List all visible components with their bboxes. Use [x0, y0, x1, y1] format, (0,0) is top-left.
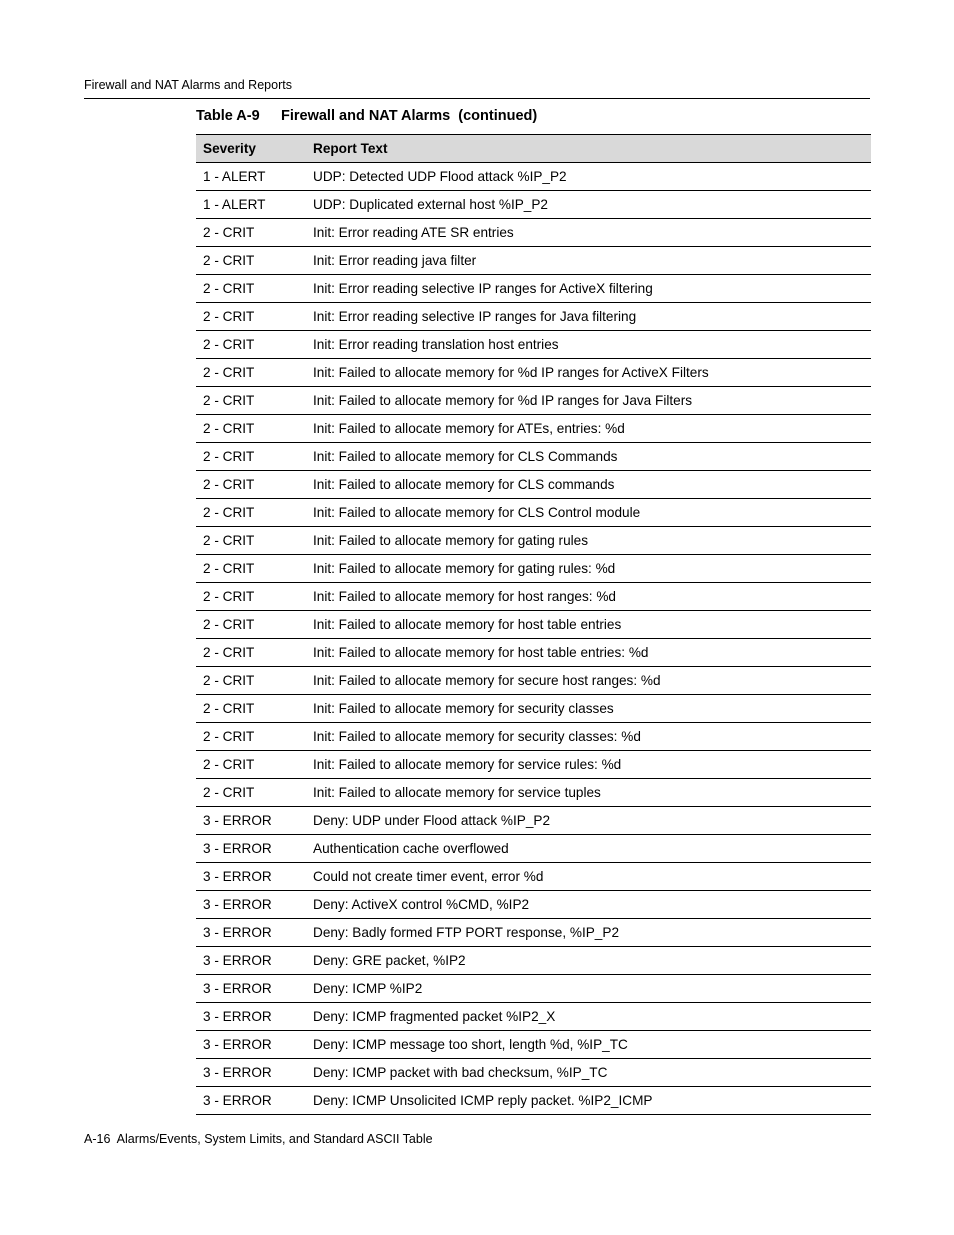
- table-row: [196, 275, 871, 303]
- table-row: [196, 191, 871, 219]
- table-row: [196, 443, 871, 471]
- table-row: [196, 1087, 871, 1115]
- severity-cell: 2 - CRIT: [196, 303, 306, 331]
- table-row: [196, 975, 871, 1003]
- severity-cell: 2 - CRIT: [196, 639, 306, 667]
- table-row: [196, 163, 871, 191]
- report-text-cell: Init: Error reading translation host entries: [306, 331, 871, 359]
- table-caption-title: Firewall and NAT Alarms (continued): [281, 108, 538, 124]
- severity-cell: 1 - ALERT: [196, 191, 306, 219]
- severity-cell: 2 - CRIT: [196, 247, 306, 275]
- severity-cell: 2 - CRIT: [196, 667, 306, 695]
- severity-cell: 2 - CRIT: [196, 499, 306, 527]
- severity-cell: 2 - CRIT: [196, 331, 306, 359]
- table-row: [196, 499, 871, 527]
- table-row: [196, 919, 871, 947]
- report-text-cell: Could not create timer event, error %d: [306, 863, 871, 891]
- table-caption-number: Table A-9: [196, 108, 260, 124]
- report-text-cell: Init: Error reading selective IP ranges for Java filtering: [306, 303, 871, 331]
- report-text-cell: Init: Failed to allocate memory for secure host ranges: %d: [306, 667, 871, 695]
- severity-cell: 3 - ERROR: [196, 1031, 306, 1059]
- report-text-cell: Init: Error reading java filter: [306, 247, 871, 275]
- report-text-cell: Init: Error reading ATE SR entries: [306, 219, 871, 247]
- severity-cell: 2 - CRIT: [196, 443, 306, 471]
- report-text-cell: Init: Failed to allocate memory for host ranges: %d: [306, 583, 871, 611]
- table-row: [196, 611, 871, 639]
- report-text-cell: Init: Failed to allocate memory for host table entries: %d: [306, 639, 871, 667]
- table-row: [196, 247, 871, 275]
- report-text-cell: Deny: ICMP fragmented packet %IP2_X: [306, 1003, 871, 1031]
- column-header-severity: Severity: [196, 135, 306, 163]
- table-row: [196, 1031, 871, 1059]
- severity-cell: 2 - CRIT: [196, 387, 306, 415]
- table-row: [196, 1059, 871, 1087]
- table-row: [196, 303, 871, 331]
- severity-cell: 3 - ERROR: [196, 863, 306, 891]
- table-row: [196, 723, 871, 751]
- severity-cell: 3 - ERROR: [196, 919, 306, 947]
- report-text-cell: UDP: Duplicated external host %IP_P2: [306, 191, 871, 219]
- report-text-cell: Init: Failed to allocate memory for host table entries: [306, 611, 871, 639]
- report-text-cell: Init: Error reading selective IP ranges for ActiveX filtering: [306, 275, 871, 303]
- report-text-cell: Init: Failed to allocate memory for ATEs, entries: %d: [306, 415, 871, 443]
- table-row: [196, 779, 871, 807]
- table-row: [196, 891, 871, 919]
- report-text-cell: Init: Failed to allocate memory for gating rules: %d: [306, 555, 871, 583]
- table-row: [196, 835, 871, 863]
- severity-cell: 2 - CRIT: [196, 695, 306, 723]
- severity-cell: 3 - ERROR: [196, 947, 306, 975]
- report-text-cell: Init: Failed to allocate memory for %d IP ranges for Java Filters: [306, 387, 871, 415]
- severity-cell: 2 - CRIT: [196, 415, 306, 443]
- severity-cell: 2 - CRIT: [196, 219, 306, 247]
- table-row: [196, 555, 871, 583]
- report-text-cell: Authentication cache overflowed: [306, 835, 871, 863]
- page-number: A-16: [84, 1132, 111, 1146]
- table-row: [196, 219, 871, 247]
- table-row: [196, 807, 871, 835]
- severity-cell: 3 - ERROR: [196, 1087, 306, 1115]
- report-text-cell: Init: Failed to allocate memory for service rules: %d: [306, 751, 871, 779]
- table-row: [196, 863, 871, 891]
- table-row: [196, 527, 871, 555]
- table-header-row: [196, 135, 871, 163]
- report-text-cell: Init: Failed to allocate memory for gating rules: [306, 527, 871, 555]
- report-text-cell: UDP: Detected UDP Flood attack %IP_P2: [306, 163, 871, 191]
- severity-cell: 2 - CRIT: [196, 471, 306, 499]
- table-row: [196, 751, 871, 779]
- severity-cell: 3 - ERROR: [196, 1003, 306, 1031]
- severity-cell: 3 - ERROR: [196, 891, 306, 919]
- severity-cell: 3 - ERROR: [196, 835, 306, 863]
- header-divider: [84, 98, 870, 99]
- table-row: [196, 667, 871, 695]
- table-row: [196, 415, 871, 443]
- table-row: [196, 695, 871, 723]
- severity-cell: 2 - CRIT: [196, 359, 306, 387]
- table-row: [196, 359, 871, 387]
- report-text-cell: Deny: ICMP message too short, length %d, %IP_TC: [306, 1031, 871, 1059]
- chapter-title: Alarms/Events, System Limits, and Standard ASCII Table: [116, 1132, 433, 1146]
- table-row: [196, 1003, 871, 1031]
- page-footer: [84, 1132, 433, 1146]
- report-text-cell: Init: Failed to allocate memory for security classes: [306, 695, 871, 723]
- report-text-cell: Deny: ActiveX control %CMD, %IP2: [306, 891, 871, 919]
- severity-cell: 1 - ALERT: [196, 163, 306, 191]
- report-text-cell: Deny: GRE packet, %IP2: [306, 947, 871, 975]
- alarms-table: [196, 134, 871, 1115]
- report-text-cell: Init: Failed to allocate memory for CLS Control module: [306, 499, 871, 527]
- report-text-cell: Deny: Badly formed FTP PORT response, %IP_P2: [306, 919, 871, 947]
- report-text-cell: Init: Failed to allocate memory for service tuples: [306, 779, 871, 807]
- running-header: Firewall and NAT Alarms and Reports: [84, 78, 292, 92]
- severity-cell: 3 - ERROR: [196, 1059, 306, 1087]
- severity-cell: 2 - CRIT: [196, 555, 306, 583]
- severity-cell: 3 - ERROR: [196, 975, 306, 1003]
- report-text-cell: Deny: UDP under Flood attack %IP_P2: [306, 807, 871, 835]
- report-text-cell: Init: Failed to allocate memory for %d IP ranges for ActiveX Filters: [306, 359, 871, 387]
- severity-cell: 2 - CRIT: [196, 751, 306, 779]
- severity-cell: 2 - CRIT: [196, 583, 306, 611]
- report-text-cell: Deny: ICMP packet with bad checksum, %IP_TC: [306, 1059, 871, 1087]
- report-text-cell: Init: Failed to allocate memory for CLS Commands: [306, 443, 871, 471]
- table-row: [196, 387, 871, 415]
- severity-cell: 2 - CRIT: [196, 275, 306, 303]
- severity-cell: 3 - ERROR: [196, 807, 306, 835]
- severity-cell: 2 - CRIT: [196, 611, 306, 639]
- table-row: [196, 331, 871, 359]
- table-row: [196, 471, 871, 499]
- report-text-cell: Init: Failed to allocate memory for CLS commands: [306, 471, 871, 499]
- table-row: [196, 947, 871, 975]
- table-row: [196, 639, 871, 667]
- report-text-cell: Deny: ICMP Unsolicited ICMP reply packet. %IP2_ICMP: [306, 1087, 871, 1115]
- table-body: [196, 163, 871, 1115]
- severity-cell: 2 - CRIT: [196, 527, 306, 555]
- severity-cell: 2 - CRIT: [196, 723, 306, 751]
- report-text-cell: Deny: ICMP %IP2: [306, 975, 871, 1003]
- severity-cell: 2 - CRIT: [196, 779, 306, 807]
- column-header-report-text: Report Text: [306, 135, 871, 163]
- report-text-cell: Init: Failed to allocate memory for security classes: %d: [306, 723, 871, 751]
- table-caption: [196, 108, 537, 124]
- table-row: [196, 583, 871, 611]
